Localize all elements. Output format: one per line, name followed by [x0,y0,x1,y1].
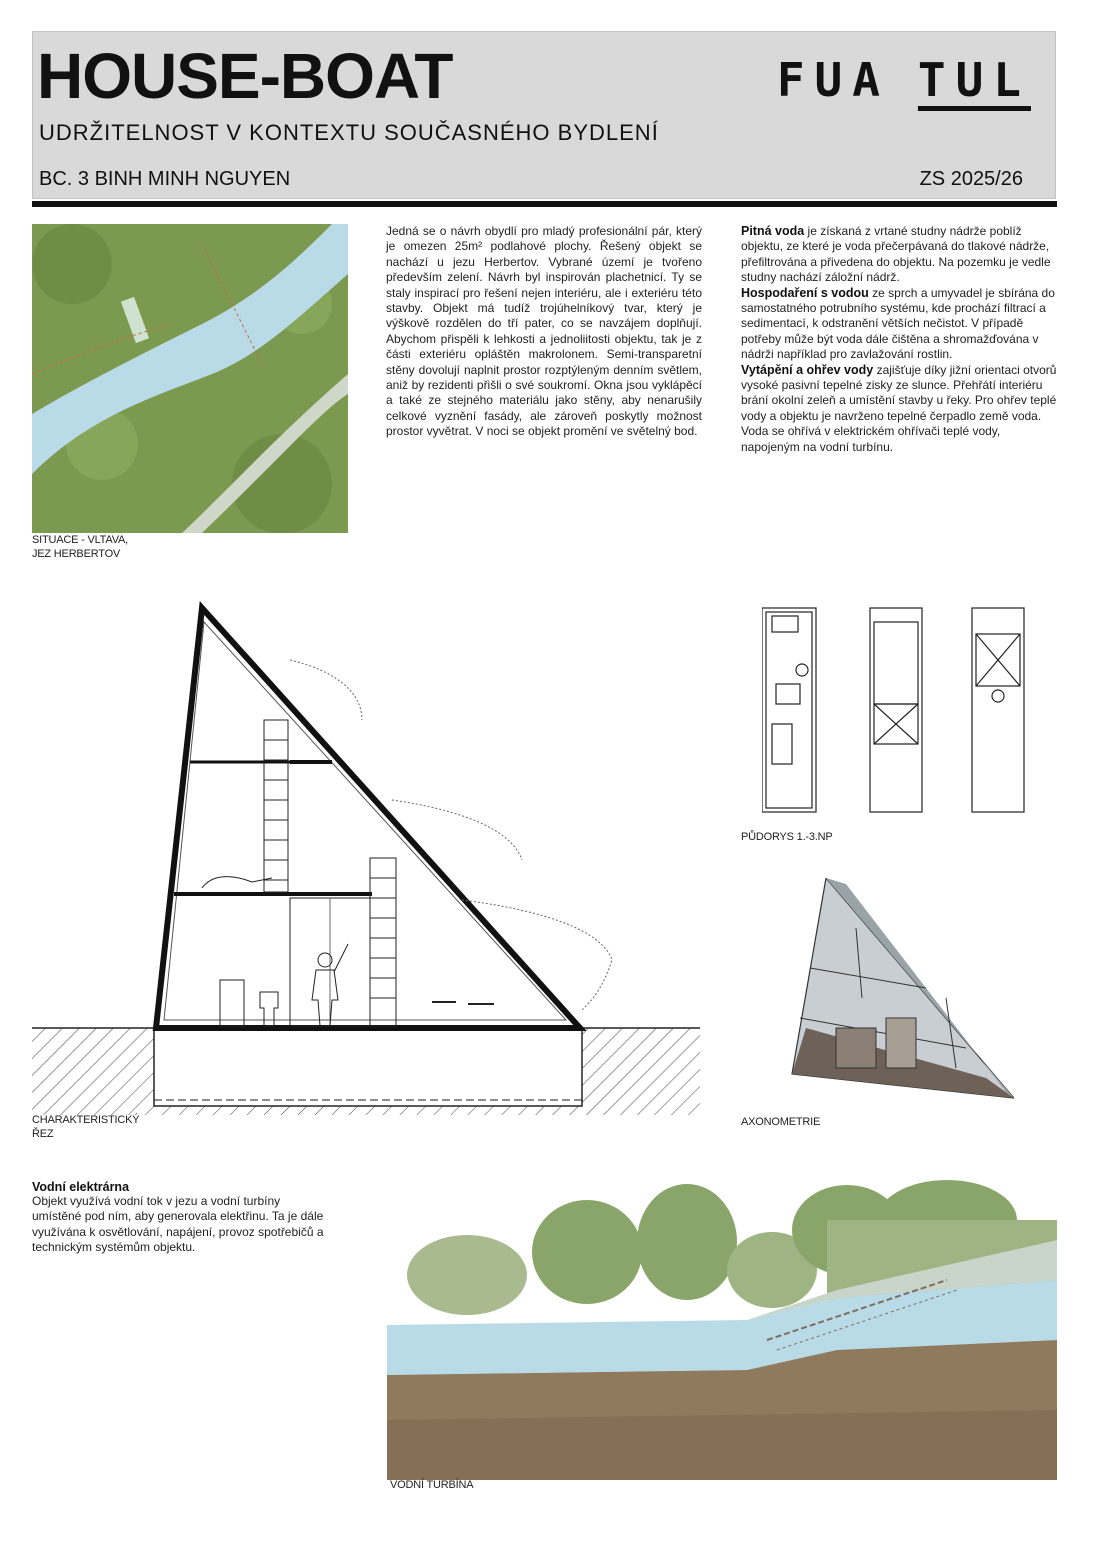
waste-text: ze sprch a umyvadel je sbírána do samostatného potrubního systému, kde prochází filtrací a sedimentací, k odstranění větších nečistot. V případě potřeby může být voda dále čištěna a shromažďována v nádrži například pro zavlažování rostlin. [741,285,1055,362]
school-logo [777,52,1031,108]
axonometry [786,878,1014,1110]
systems-text [741,224,1057,455]
logo-tul: TUL [917,53,1031,107]
logo-fua: FUA [776,53,890,107]
hydro-heading: Vodní elektrárna [32,1180,130,1194]
project-description: Jedná se o návrh obydlí pro mladý profesionální pár, který je omezen 25m² podlahové plochy. Řešený objekt se nachází u jezu Herbertov. Vybrané území je tvořeno především zelení. Návrh byl inspirován plachetnicí. Ty se staly inspirací pro řešení nejen interiéru, ale i exteriéru této stavby. Objekt má tudíž trojúhelníkový tvar, který je výškově rozdělen do tří pater, co se navzájem doplňují. Abychom přispěli k lehkosti a jednoliitosti objektu, tak je z části exteriéru opláštěn makrolonem. Semi-transparetní stěny dovolují naplnit prostor rozptýleným denním světlem, aniž by rezidenti přišli o své soukromí. Okna jsou vyklápěcí a také ze stejného materiálu jako stěny, aby nenarušily celkové vyznění fasády, ale zároveň poskytly možnost prostor vyvětrat. V noci se objekt promění ve světelný bod. [386,224,702,439]
hydro-block [32,1180,332,1256]
water-heading: Pitná voda [741,224,805,238]
header-rule [32,201,1057,207]
hydro-text: Objekt využívá vodní tok v jezu a vodní turbíny umístěné pod ním, aby generovala elektřinu. Ta je dále využívána k osvětlování, napájení, provoz spotřebičů a technickým systémům objektu. [32,1194,324,1255]
water-text: je získaná z vrtané studny nádrže poblíž objektu, ze které je voda přečerpávaná do tlakové nádrže, přefiltrována a přivedena do objektu. Na pozemku je vedle studny nachází záložní nádrž. [741,224,1051,285]
heating-text: zajišťuje díky jižní orientaci otvorů vysoké pasivní tepelné zisky ze slunce. Přehřátí interiéru brání okolní zeleň a umístění stavby u řeky. Pro ohřev teplé vody a objektu je navrženo tepelné čerpadlo země voda. Voda se ohřívá v elektrickém ohřívači teplé vody, napojeným na vodní turbínu. [741,362,1057,454]
turbine-illustration [387,1180,1057,1480]
page-subtitle: UDRŽITELNOST V KONTEXTU SOUČASNÉHO BYDLENÍ [39,120,659,145]
caption-line: SITUACE - VLTAVA, [32,534,129,546]
site-map-caption [32,533,128,561]
site-map [32,224,348,533]
caption-line: ŘEZ [32,1128,54,1140]
heating-heading: Vytápění a ohřev vody [741,362,874,377]
caption-line: JEZ HERBERTOV [32,548,121,560]
section-drawing [32,600,700,1115]
axonometry-caption: AXONOMETRIE [741,1116,821,1128]
turbine-caption: VODNÍ TURBÍNA [390,1479,474,1491]
waste-heading: Hospodaření s vodou [741,285,869,300]
plans-caption: PŮDORYS 1.-3.NP [741,831,833,843]
section-caption [32,1113,139,1141]
caption-line: CHARAKTERISTICKÝ [32,1114,140,1126]
floor-plans [762,604,1028,814]
author-name: BC. 3 BINH MINH NGUYEN [39,168,291,190]
page-title: HOUSE-BOAT [37,40,453,112]
title-block [32,31,1056,199]
semester-label: ZS 2025/26 [919,168,1023,190]
